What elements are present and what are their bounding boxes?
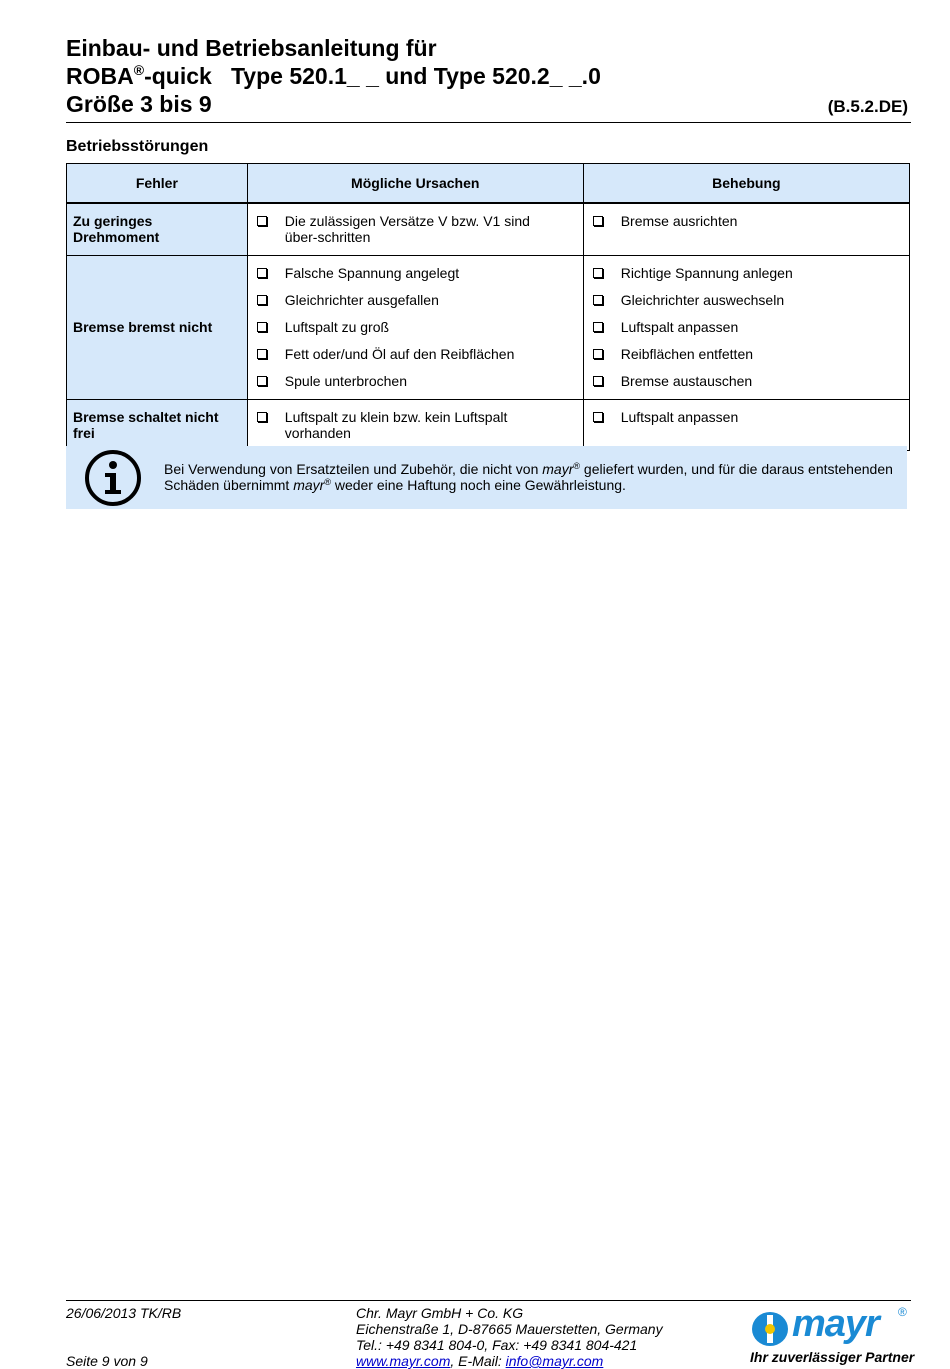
causes-cell bbox=[247, 255, 583, 399]
remedy-text: Bremse ausrichten bbox=[620, 213, 738, 229]
info-icon bbox=[84, 449, 142, 507]
title-types: -quick Type 520.1_ _ und Type 520.2_ _.0 bbox=[144, 63, 601, 89]
title-line-2 bbox=[66, 62, 910, 90]
table-row bbox=[67, 255, 910, 399]
remedy-text: Luftspalt anpassen bbox=[620, 318, 739, 335]
registered-mark: ® bbox=[324, 477, 331, 487]
info-text bbox=[164, 461, 894, 493]
checkbox-bullet-icon bbox=[593, 292, 621, 309]
cause-text: Fett oder/und Öl auf den Reibflächen bbox=[284, 345, 515, 362]
cause-text: Luftspalt zu klein bzw. kein Luftspalt vorhanden bbox=[284, 408, 508, 441]
checkbox-bullet-icon bbox=[593, 346, 621, 363]
logo-wordmark: mayr bbox=[792, 1303, 879, 1345]
footer-divider bbox=[66, 1300, 911, 1301]
remedy-text: Reibflächen entfetten bbox=[620, 345, 754, 362]
checkbox-bullet-icon bbox=[593, 265, 621, 282]
checkbox-bullet-icon bbox=[593, 319, 621, 336]
logo-tagline: Ihr zuverlässiger Partner bbox=[750, 1349, 915, 1365]
table-row bbox=[67, 203, 910, 255]
fault-label: Bremse bremst nicht bbox=[73, 319, 213, 335]
table-row bbox=[67, 399, 910, 450]
checkbox-bullet-icon bbox=[257, 373, 285, 390]
list-item bbox=[584, 346, 909, 363]
list-item bbox=[584, 409, 909, 426]
logo-registered-mark: ® bbox=[898, 1305, 907, 1319]
title-row-3 bbox=[66, 90, 910, 118]
company-address: Eichenstraße 1, D-87665 Mauerstetten, Germany bbox=[356, 1321, 663, 1337]
checkbox-bullet-icon bbox=[257, 292, 285, 309]
email-link[interactable]: info@mayr.com bbox=[505, 1353, 604, 1369]
table-header-row bbox=[67, 164, 910, 204]
email-label: , E-Mail: bbox=[450, 1353, 506, 1369]
mayr-logo bbox=[748, 1303, 915, 1367]
causes-cell bbox=[247, 399, 583, 450]
list-item bbox=[584, 373, 909, 390]
checkbox-bullet-icon bbox=[257, 409, 285, 441]
header-divider bbox=[66, 122, 911, 123]
remedy-text: Bremse austauschen bbox=[620, 372, 753, 389]
cause-text: Falsche Spannung angelegt bbox=[284, 264, 460, 281]
column-header-causes: Mögliche Ursachen bbox=[247, 164, 583, 204]
fault-cell bbox=[67, 203, 248, 255]
title-product: ROBA bbox=[66, 63, 134, 89]
column-header-fault: Fehler bbox=[67, 164, 248, 204]
checkbox-bullet-icon bbox=[593, 373, 621, 390]
list-item bbox=[584, 265, 909, 282]
remedy-cell bbox=[583, 399, 909, 450]
cause-text: Die zulässigen Versätze V bzw. V1 sind über-schritten bbox=[284, 213, 530, 245]
document-code: (B.5.2.DE) bbox=[827, 97, 908, 116]
remedy-text: Gleichrichter auswechseln bbox=[620, 291, 785, 308]
info-text-part: Bei Verwendung von Ersatzteilen und Zubehör, die nicht von bbox=[164, 461, 543, 477]
list-item bbox=[248, 319, 583, 336]
list-item bbox=[248, 292, 583, 309]
list-item bbox=[248, 409, 583, 441]
footer-page-number: Seite 9 von 9 bbox=[66, 1353, 148, 1369]
checkbox-bullet-icon bbox=[593, 409, 621, 426]
list-item bbox=[248, 346, 583, 363]
info-text-part: weder eine Haftung noch eine Gewährleistung. bbox=[330, 477, 626, 493]
company-name: Chr. Mayr GmbH + Co. KG bbox=[356, 1305, 524, 1321]
document-header bbox=[66, 34, 910, 118]
troubleshooting-table bbox=[66, 163, 910, 451]
list-item bbox=[584, 213, 909, 230]
registered-mark: ® bbox=[573, 461, 581, 471]
footer-date: 26/06/2013 TK/RB bbox=[66, 1305, 182, 1321]
fault-cell bbox=[67, 399, 248, 450]
list-item bbox=[248, 213, 583, 245]
column-header-remedy: Behebung bbox=[583, 164, 909, 204]
cause-text: Luftspalt zu groß bbox=[284, 318, 390, 335]
checkbox-bullet-icon bbox=[593, 213, 621, 230]
website-link[interactable]: www.mayr.com bbox=[356, 1353, 451, 1369]
list-item bbox=[584, 319, 909, 336]
list-item bbox=[248, 265, 583, 282]
info-text-part: Schäden übernimmt bbox=[164, 477, 294, 493]
checkbox-bullet-icon bbox=[257, 319, 285, 336]
remedy-text: Luftspalt anpassen bbox=[620, 408, 739, 425]
checkbox-bullet-icon bbox=[257, 213, 285, 245]
registered-mark: ® bbox=[133, 62, 145, 78]
footer-contact bbox=[356, 1305, 663, 1369]
list-item bbox=[248, 373, 583, 390]
causes-cell bbox=[247, 203, 583, 255]
company-phone: Tel.: +49 8341 804-0, Fax: +49 8341 804-421 bbox=[356, 1337, 638, 1353]
fault-cell bbox=[67, 255, 248, 399]
remedy-text: Richtige Spannung anlegen bbox=[620, 264, 793, 281]
brand-name: mayr bbox=[542, 461, 574, 477]
fault-label: Zu geringes Drehmoment bbox=[73, 213, 160, 245]
checkbox-bullet-icon bbox=[257, 265, 285, 282]
brand-name: mayr bbox=[293, 477, 325, 493]
info-text-part: geliefert wurden, und für die daraus entstehenden bbox=[580, 461, 893, 477]
logo-emblem-icon bbox=[750, 1309, 790, 1349]
title-line-3: Größe 3 bis 9 bbox=[66, 91, 212, 117]
title-line-1: Einbau- und Betriebsanleitung für bbox=[66, 35, 437, 61]
cause-text: Gleichrichter ausgefallen bbox=[284, 291, 439, 308]
remedy-cell bbox=[583, 255, 909, 399]
section-title: Betriebsstörungen bbox=[66, 138, 209, 155]
checkbox-bullet-icon bbox=[257, 346, 285, 363]
cause-text: Spule unterbrochen bbox=[284, 372, 407, 389]
list-item bbox=[584, 292, 909, 309]
fault-label: Bremse schaltet nicht frei bbox=[73, 408, 219, 441]
remedy-cell bbox=[583, 203, 909, 255]
info-note bbox=[66, 446, 907, 509]
